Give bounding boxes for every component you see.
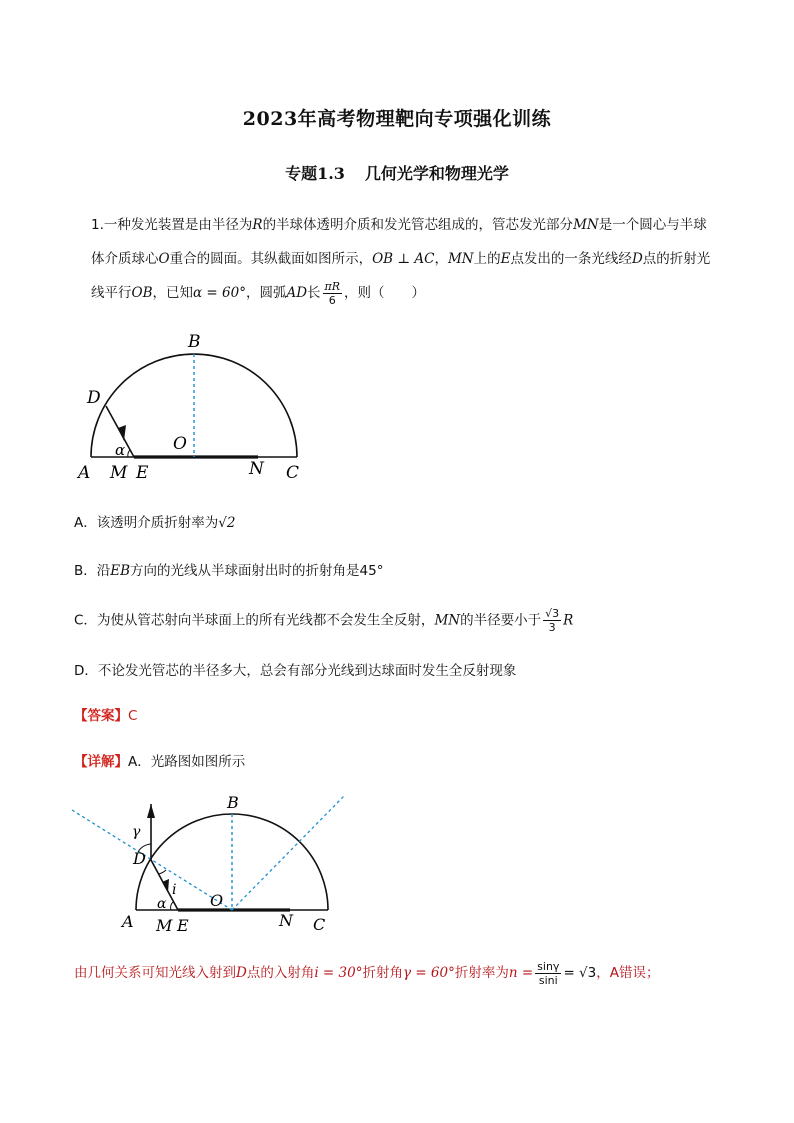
label-n-2: N	[279, 911, 293, 930]
label-o: O	[173, 434, 187, 454]
page-title: 2023年高考物理靶向专项强化训练	[242, 108, 552, 130]
refracted-ray-arrow	[147, 804, 155, 818]
option-b: B．沿EB方向的光线从半球面射出时的折射角是45°	[74, 563, 384, 579]
topic-name: 几何光学和物理光学	[364, 164, 509, 183]
label-b-2: B	[227, 793, 239, 812]
stem-line-3: 线平行OB，已知α = 60°，圆弧AD长 $\frac{\pi R}{6}$ ，则（ ）	[91, 279, 426, 307]
detail-tag: 【详解】	[74, 754, 128, 770]
label-b: B	[188, 332, 201, 352]
detail-line	[74, 752, 245, 772]
answer-value: C	[128, 708, 138, 724]
label-c-2: C	[313, 915, 326, 934]
label-m-2: M	[156, 916, 173, 935]
explanation-line: 由几何关系可知光线入射到D点的入射角i = 30°折射角γ = 60°折射率为n = $\frac{\sin\gamma}{\sin i}$ = √3，A错误；	[74, 959, 660, 987]
label-i: i	[172, 882, 177, 898]
label-d: D	[87, 388, 101, 408]
label-e: E	[136, 463, 149, 483]
label-gamma: γ	[132, 824, 141, 840]
question-stem	[91, 208, 731, 310]
label-o-2: O	[210, 891, 224, 910]
figure-2-diagram	[70, 790, 360, 940]
alpha-arc	[128, 450, 130, 457]
option-d: D．不论发光管芯的半径多大，总会有部分光线到达球面时发生全反射现象	[74, 663, 517, 679]
label-e-2: E	[177, 916, 189, 935]
refractive-index-fraction: $\frac{\sin\gamma}{\sin i}$	[537, 959, 560, 987]
arc-length-fraction: $\frac{\pi R}{6}$	[324, 279, 341, 307]
label-alpha: α	[115, 441, 126, 459]
alpha-arc-2	[171, 902, 173, 910]
answer-line	[74, 706, 137, 726]
figure-1-diagram	[70, 325, 320, 490]
label-a: A	[78, 463, 91, 483]
topic-number: 专题1.3	[285, 164, 345, 183]
reflect-dashed-line	[232, 795, 345, 910]
option-c: C．为使从管芯射向半球面上的所有光线都不会发生全反射，MN的半径要小于 $\frac{√3}{3}$ R	[74, 607, 574, 634]
option-a: A．该透明介质折射率为√2	[74, 515, 236, 531]
label-n: N	[249, 459, 264, 479]
label-alpha-2: α	[157, 896, 167, 912]
answer-tag: 【答案】	[74, 708, 128, 724]
label-a-2: A	[122, 912, 134, 931]
normal-dashed-line	[72, 810, 232, 910]
label-c: C	[286, 463, 300, 483]
stem-line-1: 1.一种发光装置是由半径为R的半球体透明介质和发光管芯组成的，管芯发光部分MN是一个圆心与半球	[91, 217, 707, 233]
detail-text: A．光路图如图所示	[128, 754, 246, 770]
i-arc	[158, 870, 166, 874]
stem-line-2: 体介质球心O重合的圆面。其纵截面如图所示，OB ⊥ AC，MN上的E点发出的一条光线经D点的折射光	[91, 251, 711, 267]
option-c-fraction: $\frac{√3}{3}$	[545, 607, 560, 634]
section-subtitle	[0, 161, 794, 184]
label-d-2: D	[133, 849, 146, 868]
label-m: M	[110, 463, 128, 483]
